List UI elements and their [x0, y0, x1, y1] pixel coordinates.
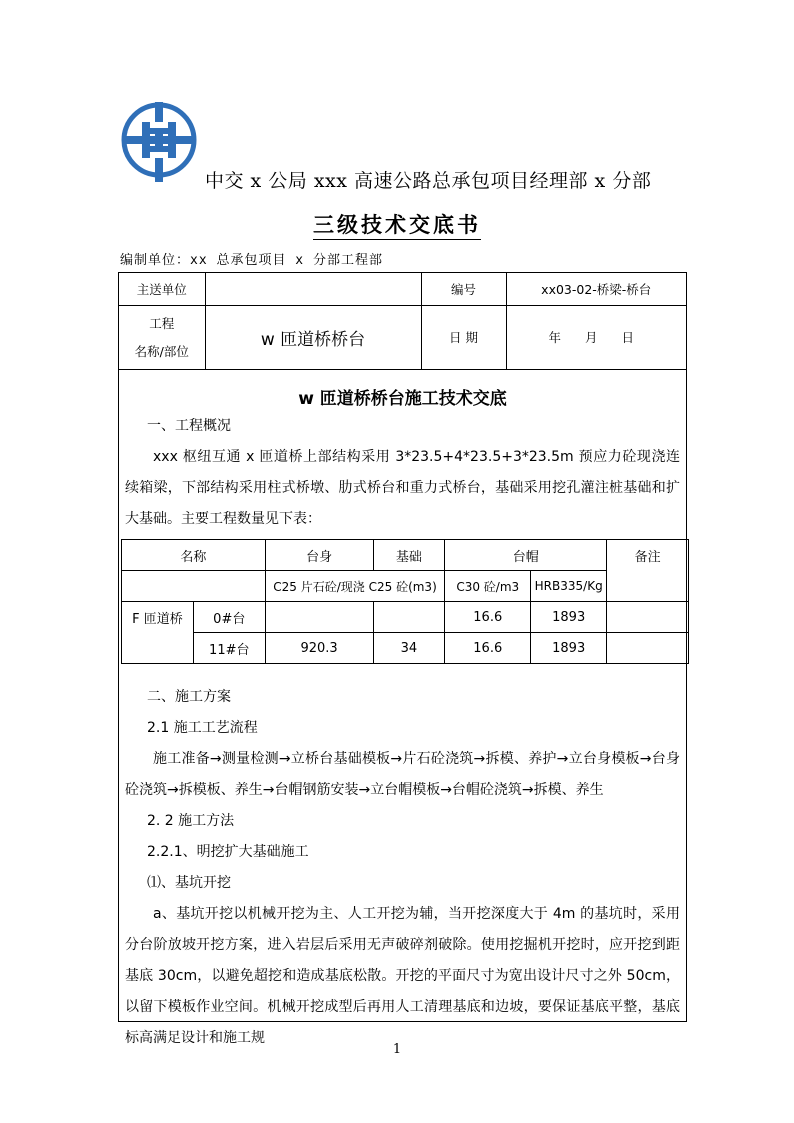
col-body: 台身 [265, 540, 373, 571]
send-label: 主送单位 [119, 273, 205, 305]
company-logo [120, 100, 198, 184]
section-title: w 匝道桥桥台施工技术交底 [298, 389, 507, 409]
note-cell [607, 633, 689, 664]
send-value [205, 273, 421, 305]
foundation-cell: 34 [373, 633, 445, 664]
col-note: 备注 [607, 540, 689, 602]
compile-unit: 编制单位：xx 总承包项目 x 分部工程部 [120, 253, 383, 268]
c30-cell: 16.6 [445, 602, 531, 633]
hrb-cell: 1893 [531, 602, 607, 633]
col-foundation: 基础 [373, 540, 445, 571]
heading-plan: 二、施工方案 [147, 689, 231, 705]
c30-cell: 16.6 [445, 633, 531, 664]
info-table [119, 273, 686, 370]
paragraph-process: 施工准备→测量检测→立桥台基础模板→片石砼浇筑→拆模、养护→立台身模板→台身砼浇筑→拆模板、养生→台帽钢筋安装→立台帽模板→台帽砼浇筑→拆模、养生 [125, 751, 680, 798]
note-cell [607, 602, 689, 633]
heading-overview: 一、工程概况 [147, 418, 231, 434]
document-frame [118, 272, 687, 1046]
project-value: w 匝道桥桥台 [205, 305, 421, 369]
code-label: 编号 [421, 273, 506, 305]
document-title: 三级技术交底书 [0, 209, 794, 239]
col-cap: 台帽 [445, 540, 607, 571]
organization-line: 中交 x 公局 xxx 高速公路总承包项目经理部 x 分部 [205, 170, 652, 192]
table-row [122, 602, 689, 633]
foundation-cell [373, 602, 445, 633]
heading-pit: ⑴、基坑开挖 [147, 875, 231, 891]
code-value: xx03-02-桥梁-桥台 [506, 273, 686, 305]
pier-cell: 11#台 [193, 633, 265, 664]
paragraph-pit: a、基坑开挖以机械开挖为主、人工开挖为辅，当开挖深度大于 4m 的基坑时，采用分台阶放坡开挖方案，进入岩层后采用无声破碎剂破除。使用挖掘机开挖时，应开挖到距基底 30cm，以避免超挖和造成基底松散。开挖的平面尺寸为宽出设计尺寸之外 50cm，以留下模板作业空间。机械开挖成型后再用人工清理基底和边坡，要保证基底平整，基底标高满足设计和施工规 [125, 906, 680, 1046]
body-cell [265, 602, 373, 633]
pier-cell: 0#台 [193, 602, 265, 633]
sub-cap-hrb: HRB335/Kg [531, 571, 607, 602]
date-value: 年 月 日 [506, 305, 686, 369]
project-label: 工程 名称/部位 [119, 305, 205, 369]
quantity-table [121, 539, 689, 664]
col-name-sub [122, 571, 266, 602]
heading-method: 2. 2 施工方法 [147, 813, 235, 829]
sub-body: C25 片石砼/现浇 C25 砼(m3) [265, 571, 445, 602]
body-cell: 920.3 [265, 633, 373, 664]
heading-process: 2.1 施工工艺流程 [147, 720, 258, 736]
document-body [119, 370, 686, 1054]
bridge-group: F 匝道桥 [122, 602, 194, 664]
paragraph-overview: xxx 枢纽互通 x 匝道桥上部结构采用 3*23.5+4*23.5+3*23.5m 预应力砼现浇连续箱梁，下部结构采用柱式桥墩、肋式桥台和重力式桥台，基础采用挖孔灌注桩基础和扩大基础。主要工程数量见下表： [125, 449, 680, 527]
sub-cap-c30: C30 砼/m3 [445, 571, 531, 602]
page-number: 1 [392, 1042, 402, 1057]
hrb-cell: 1893 [531, 633, 607, 664]
col-name: 名称 [122, 540, 266, 571]
table-row [122, 633, 689, 664]
heading-open-excavation: 2.2.1、明挖扩大基础施工 [147, 844, 309, 860]
date-label: 日 期 [421, 305, 506, 369]
